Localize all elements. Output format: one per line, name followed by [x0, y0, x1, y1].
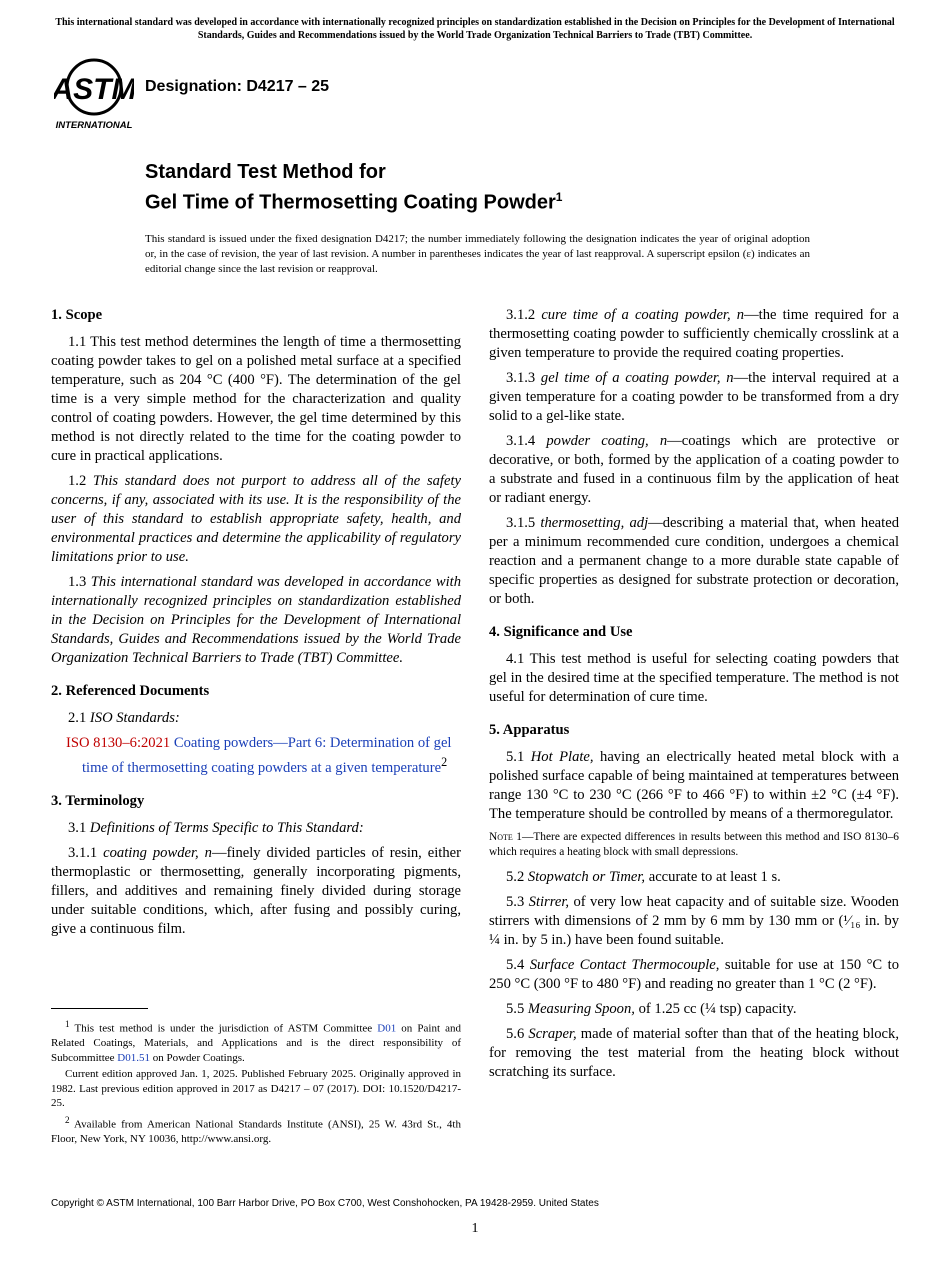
- para-3-1-4-num: 3.1.4: [506, 433, 536, 449]
- footnotes: [51, 1017, 461, 1148]
- footnote-divider: [51, 1008, 148, 1009]
- para-3-1-1-num: 3.1.1: [68, 844, 98, 861]
- footnote-1-text-c: on Powder Coatings.: [150, 1051, 245, 1064]
- para-3-1-3-text: —the interval required at a given temperature for a coating powder to be transformed from a dry solid to a gel-like state.: [489, 370, 899, 424]
- para-4-1: 4.1 This test method is useful for selecting coating powders that gel in the desired time at the specified temperature. The method is not useful for determination of cure time.: [489, 651, 899, 705]
- reference-footnote-mark: 2: [441, 755, 448, 769]
- section-4-heading: 4. Significance and Use: [489, 624, 633, 640]
- footnote-edition: Current edition approved Jan. 1, 2025. Published February 2025. Originally approved in 1982. Last previous edition approved in 2017 as D4217 – 07 (2017). DOI: 10.1520/D4217-25.: [51, 1068, 461, 1110]
- para-3-1-1: [51, 844, 461, 939]
- title-line-1: Standard Test Method for: [145, 161, 386, 183]
- note-1: [489, 830, 899, 860]
- para-3-1: [51, 819, 461, 838]
- section-5-heading: 5. Apparatus: [489, 722, 570, 738]
- svg-text:INTERNATIONAL: INTERNATIONAL: [55, 120, 133, 131]
- reference-iso-8130-6[interactable]: [51, 734, 461, 778]
- para-3-1-1-text: —finely divided particles of resin, either thermoplastic or thermosetting, generally incorporating pigments, fillers, and additives and remaining finely divided during storage under suitable conditions, which, after fusing and possibly curing, give a continuous film.: [51, 844, 461, 937]
- svg-text:ASTM: ASTM: [54, 73, 134, 106]
- para-5-1-num: 5.1: [506, 749, 525, 765]
- para-3-1-4-text: —coatings which are protective or decorative, or both, formed by the application of a coating powder to a substrate and fused in a continuous film by the application of heat or radiant energy.: [489, 433, 899, 506]
- para-3-1-num: 3.1: [68, 819, 87, 836]
- para-3-1-5: [489, 514, 899, 609]
- standard-note: This standard is issued under the fixed designation D4217; the number immediately following the designation indicates the year of original adoption or, in the case of revision, the year of last revision. A number in parentheses indicates the year of last reapproval. A superscript epsilon (ε) indicates an editorial change since the last revision or reapproval.: [145, 233, 810, 275]
- reference-title-link[interactable]: Coating powders—Part 6: Determination of gel time of thermosetting coating powders at a given temperature: [82, 735, 452, 776]
- para-2-1-num: 2.1: [68, 710, 87, 726]
- para-5-1-text: having an electrically heated metal block with a polished surface capable of being maintained at temperatures between range 130 °C to 230 °C (266 °F to 466 °F) to within ±2 °C (±4 °F). The temperature should be controlled by means of a thermoregulator.: [489, 749, 899, 822]
- para-2-1: [51, 709, 461, 728]
- para-2-1-text: ISO Standards:: [89, 710, 180, 726]
- para-1-3: [51, 573, 461, 668]
- para-5-3-num: 5.3: [506, 894, 525, 910]
- para-3-1-2-num: 3.1.2: [506, 307, 536, 323]
- page-number: 1: [471, 1221, 479, 1236]
- para-5-3-term: Stirrer,: [528, 894, 570, 910]
- para-5-2-term: Stopwatch or Timer,: [527, 869, 646, 885]
- footnote-1: [51, 1017, 461, 1065]
- para-5-2-text: accurate to at least 1 s.: [645, 869, 781, 885]
- para-5-3-text: of very low heat capacity and of suitable size. Wooden stirrers with dimensions of 2 mm by 6 mm by 130 mm or (¹⁄₁₆ in. by ¼ in. by 5 in.) have been found suitable.: [489, 894, 899, 948]
- para-3-1-5-num: 3.1.5: [506, 515, 536, 531]
- para-5-6-term: Scraper,: [528, 1026, 577, 1042]
- subcommittee-d01-51-link[interactable]: D01.51: [117, 1051, 150, 1064]
- top-notice: This international standard was developed in accordance with internationally recognized principles on standardization established in the Decision on Principles for the Development of International Standards, Guides and Recommendations issued by the World Trade Organization Technical Barriers to Trade (TBT) Committee.: [55, 17, 895, 41]
- document-title: [145, 160, 562, 216]
- footnote-1-text-a: This test method is under the jurisdiction of ASTM Committee: [69, 1022, 378, 1035]
- reference-code-link[interactable]: ISO 8130–6:2021: [66, 735, 171, 751]
- section-3-heading: 3. Terminology: [51, 792, 145, 809]
- para-5-1: [489, 748, 899, 824]
- para-3-1-text: Definitions of Terms Specific to This Standard:: [89, 819, 364, 836]
- footnote-1-text-b: on Paint and Related Coatings, Materials, and Applications and is the direct responsibility of Subcommittee: [51, 1022, 461, 1064]
- para-3-1-5-text: —describing a material that, when heated per a minimum recommended cure condition, undergoes a chemical reaction and a permanent change to a more durable state capable of specific properties as designed for substrate protection or decoration, or both.: [489, 515, 899, 607]
- para-3-1-3-num: 3.1.3: [506, 370, 536, 386]
- para-3-1-4: [489, 432, 899, 508]
- para-3-1-2-text: —the time required for a thermosetting coating powder to sufficiently chemically crosslink at a given temperature to provide the required coating properties.: [489, 307, 900, 361]
- para-3-1-2-term: cure time of a coating powder, n: [541, 307, 745, 323]
- left-column: [51, 306, 461, 945]
- para-5-5-num: 5.5: [506, 1001, 525, 1017]
- para-5-6-text: made of material softer than that of the heating block, for removing the test material from the heating block without scratching its surface.: [489, 1026, 899, 1080]
- note-1-label: Note 1: [489, 831, 522, 843]
- footnote-2-text: Available from American National Standards Institute (ANSI), 25 W. 43rd St., 4th Floor, New York, NY 10036, http://www.ansi.org.: [51, 1118, 461, 1145]
- para-5-4-num: 5.4: [506, 957, 525, 973]
- para-5-2: [489, 868, 899, 887]
- right-column: [489, 306, 899, 1088]
- designation: Designation: D4217 – 25: [145, 78, 330, 95]
- para-5-4-term: Surface Contact Thermocouple,: [529, 957, 720, 973]
- section-2-heading: 2. Referenced Documents: [51, 683, 210, 699]
- para-3-1-4-term: powder coating, n: [546, 433, 668, 449]
- para-5-4-text: suitable for use at 150 °C to 250 °C (300 °F to 480 °F) and reading no greater than 1 °C (2 °F).: [489, 957, 899, 992]
- para-1-3-text: This international standard was developed in accordance with internationally recognized principles on standardization established in the Decision on Principles for the Development of International Standards, Guides and Recommendations issued by the World Trade Organization Technical Barriers to Trade (TBT) Committee.: [51, 574, 462, 666]
- para-1-3-num: 1.3: [68, 574, 87, 590]
- para-5-6: [489, 1025, 899, 1082]
- para-3-1-3-term: gel time of a coating powder, n: [540, 370, 734, 386]
- para-5-5: [489, 1000, 899, 1019]
- para-3-1-2: [489, 306, 899, 363]
- footnote-1-mark: 1: [65, 1019, 70, 1029]
- footnote-2-mark: 2: [65, 1114, 70, 1125]
- para-3-1-1-term: coating powder, n: [103, 844, 212, 861]
- title-line-2: [145, 185, 562, 216]
- para-1-1: 1.1 This test method determines the length of time a thermosetting coating powder takes to gel on a polished metal surface at a specified temperature, such as 204 °C (400 °F). The determination of the gel time is a very simple method for the characterization and quality control of coating powders. However, the gel time determined by this method is not directly related to the time for the coating powder to cure in practical applications.: [51, 334, 461, 464]
- para-5-1-term: Hot Plate,: [530, 749, 594, 765]
- para-5-5-term: Measuring Spoon,: [527, 1001, 635, 1017]
- copyright: Copyright © ASTM International, 100 Barr Harbor Drive, PO Box C700, West Conshohocken, PA 19428-2959. United States: [51, 1198, 599, 1209]
- para-5-2-num: 5.2: [506, 869, 525, 885]
- title-line-2-text: Gel Time of Thermosetting Coating Powder: [145, 191, 556, 214]
- para-5-4: [489, 956, 899, 994]
- para-1-2-num: 1.2: [68, 473, 87, 489]
- para-1-2-text: This standard does not purport to address all of the safety concerns, if any, associated with its use. It is the responsibility of the user of this standard to establish appropriate safety, health, and environmental practices and determine the applicability of regulatory limitations prior to use.: [51, 473, 461, 565]
- footnote-2: [51, 1113, 461, 1147]
- para-5-6-num: 5.6: [506, 1026, 525, 1042]
- para-5-5-text: of 1.25 cc (¼ tsp) capacity.: [634, 1001, 797, 1017]
- section-1-heading: 1. Scope: [51, 307, 103, 323]
- para-5-3: [489, 893, 899, 950]
- para-1-2: [51, 472, 461, 567]
- astm-logo: [54, 57, 134, 131]
- para-3-1-5-term: thermosetting, adj: [540, 515, 649, 531]
- title-footnote-mark: 1: [555, 190, 563, 204]
- para-3-1-3: [489, 369, 899, 426]
- note-1-text: —There are expected differences in results between this method and ISO 8130–6 which requires a heating block with small depressions.: [489, 831, 899, 858]
- committee-d01-link[interactable]: D01: [377, 1022, 397, 1035]
